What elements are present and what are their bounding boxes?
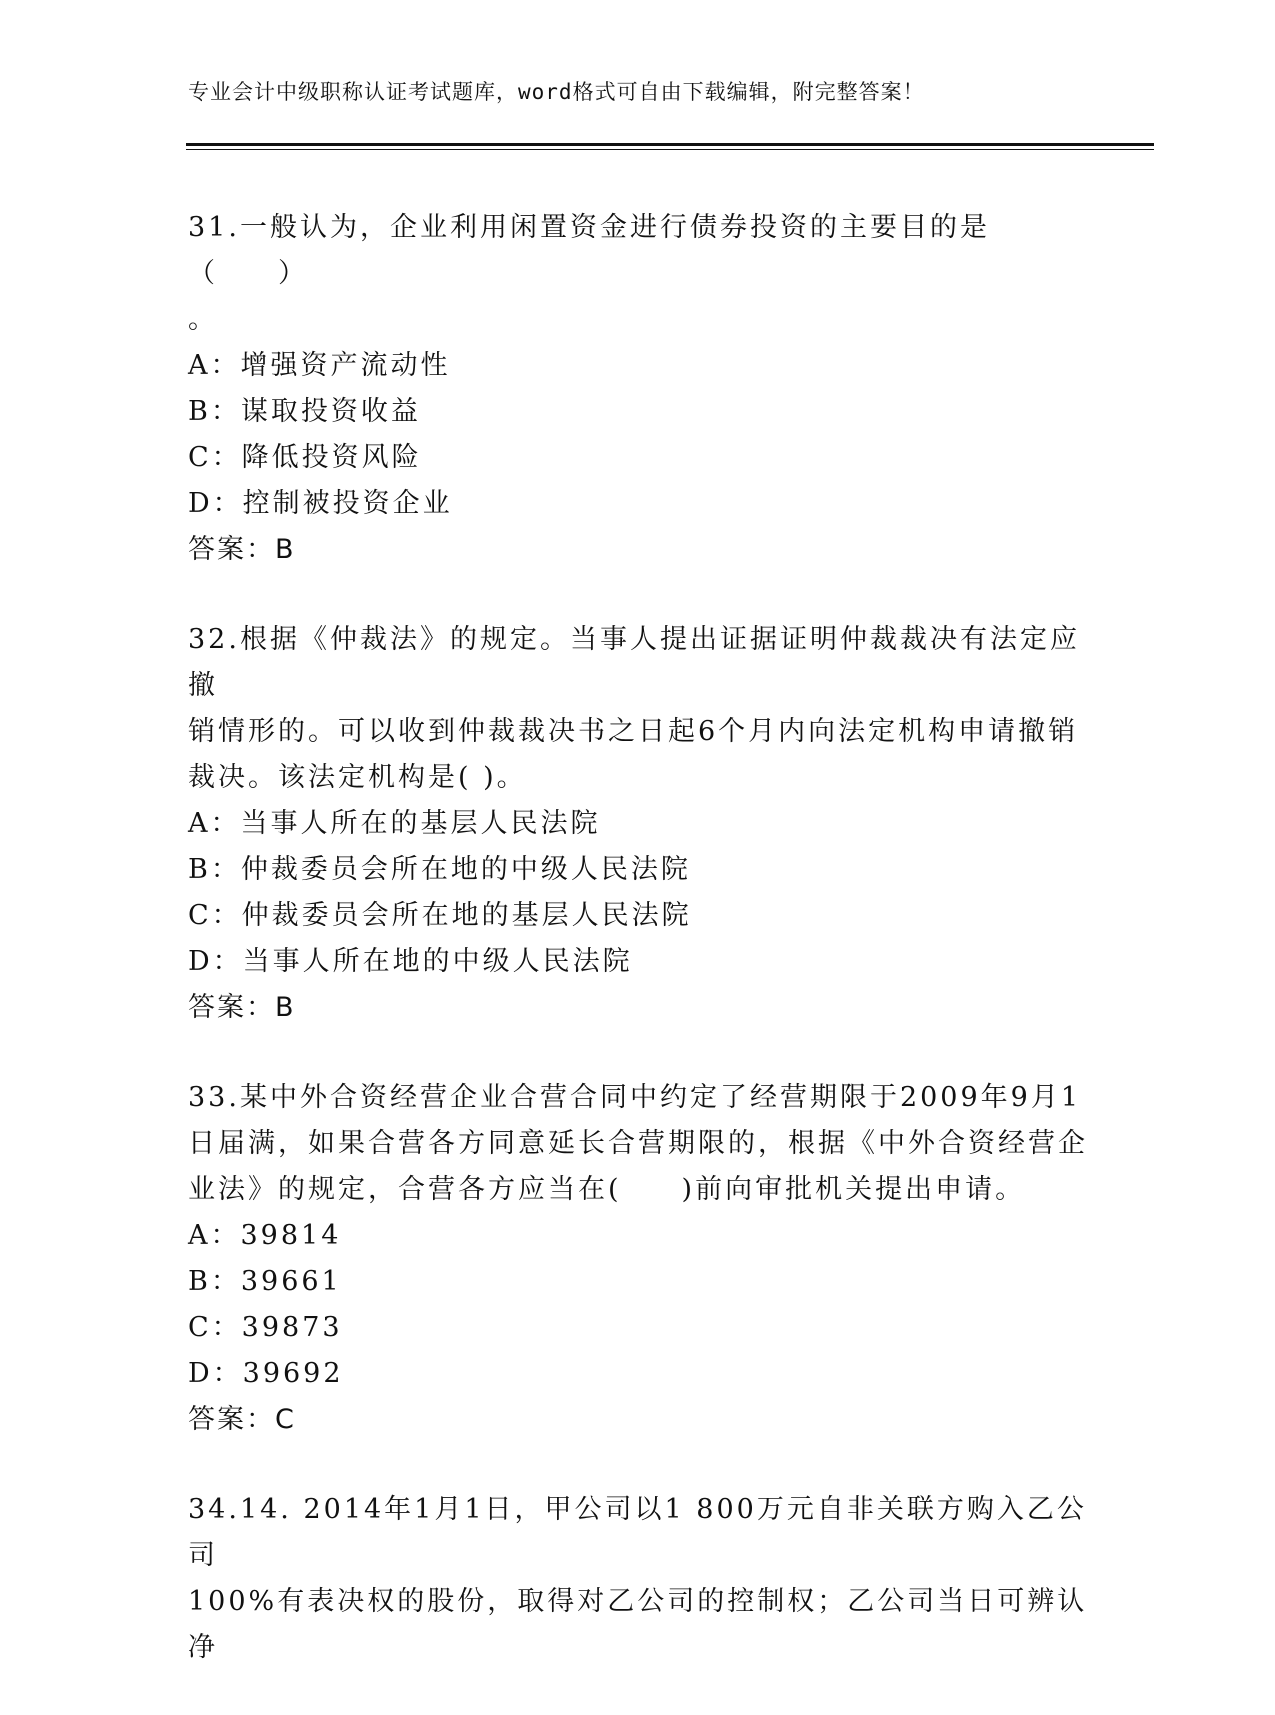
option-c: C：39873 [188, 1312, 343, 1343]
option-list [188, 1213, 1088, 1397]
question-stem: 34.14. 2014年1月1日，甲公司以1 800万元自非关联方购入乙公司 100%有表决权的股份，取得对乙公司的控制权；乙公司当日可辨认净 [188, 1494, 1088, 1663]
option-c: C：降低投资风险 [188, 442, 422, 473]
option-c: C：仲裁委员会所在地的基层人民法院 [188, 900, 692, 931]
question-31 [188, 205, 1088, 573]
header-rule-thick [186, 143, 1154, 146]
option-b: B：39661 [188, 1266, 342, 1297]
question-list [188, 205, 1088, 1715]
answer-line [188, 1397, 1088, 1443]
answer-value: B [275, 992, 296, 1023]
question-stem: 31.一般认为，企业利用闲置资金进行债券投资的主要目的是（ ） 。 [188, 212, 990, 335]
option-list [188, 343, 1088, 527]
option-d: D：控制被投资企业 [188, 488, 453, 519]
answer-value: B [275, 534, 296, 565]
option-list [188, 801, 1088, 985]
option-b: B：仲裁委员会所在地的中级人民法院 [188, 854, 691, 885]
option-d: D：39692 [188, 1358, 344, 1389]
question-34 [188, 1487, 1088, 1671]
question-stem: 33.某中外合资经营企业合营合同中约定了经营期限于2009年9月1 日届满，如果合营各方同意延长合营期限的，根据《中外合资经营企 业法》的规定，合营各方应当在( )前向审批机关提出申请。 [188, 1082, 1088, 1205]
option-a: A：增强资产流动性 [188, 350, 451, 381]
answer-line [188, 527, 1088, 573]
option-a: A：39814 [188, 1220, 342, 1251]
answer-line [188, 985, 1088, 1031]
question-33 [188, 1075, 1088, 1443]
question-stem: 32.根据《仲裁法》的规定。当事人提出证据证明仲裁裁决有法定应撤 销情形的。可以收到仲裁裁决书之日起6个月内向法定机构申请撤销 裁决。该法定机构是( )。 [188, 624, 1080, 793]
question-32 [188, 617, 1088, 1031]
answer-value: C [275, 1404, 296, 1435]
answer-label: 答案： [188, 534, 275, 565]
header-rule-thin [186, 149, 1154, 150]
option-a: A：当事人所在的基层人民法院 [188, 808, 601, 839]
answer-label: 答案： [188, 1404, 275, 1435]
option-b: B：谋取投资收益 [188, 396, 421, 427]
page-header: 专业会计中级职称认证考试题库，word格式可自由下载编辑，附完整答案！ [188, 80, 925, 104]
option-d: D：当事人所在地的中级人民法院 [188, 946, 633, 977]
answer-label: 答案： [188, 992, 275, 1023]
